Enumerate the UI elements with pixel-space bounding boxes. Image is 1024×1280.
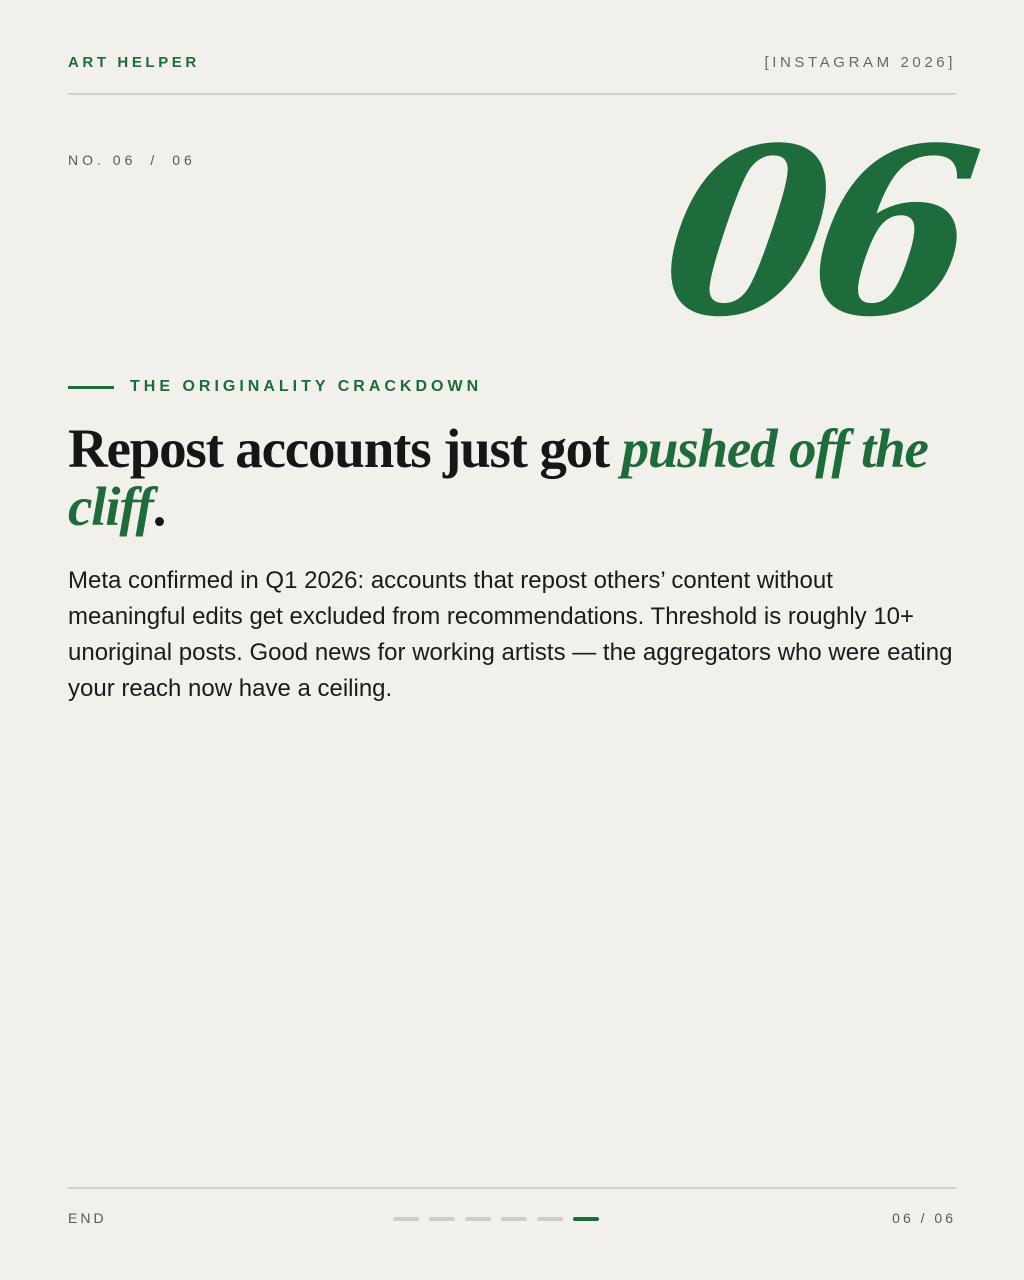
- progress-dot: [393, 1217, 419, 1221]
- footer-divider: [68, 1187, 956, 1189]
- headline-accent: pushed off the cliff: [68, 418, 928, 537]
- end-label: END: [68, 1210, 107, 1226]
- slide-counter: [68, 152, 196, 168]
- brand-name: ART HELPER: [68, 54, 200, 71]
- header: [68, 54, 956, 71]
- kicker-text: THE ORIGINALITY CRACKDOWN: [130, 378, 483, 395]
- section-kicker: [68, 378, 482, 396]
- slide-counter-separator: /: [150, 152, 159, 168]
- slide-counter-current: NO. 06: [68, 152, 137, 168]
- progress-dot: [537, 1217, 563, 1221]
- progress-dot: [429, 1217, 455, 1221]
- headline-tail: .: [152, 476, 166, 537]
- headline: [68, 420, 964, 536]
- headline-lead: Repost accounts just got: [68, 418, 622, 479]
- body-copy: Meta confirmed in Q1 2026: accounts that repost others’ content without meaningful edits get excluded from recommendations. Threshold is roughly 10+ unoriginal posts. Good news for working artists — the aggregators who were eating your reach now have a ceiling.: [68, 567, 953, 702]
- slide-counter-total: 06: [172, 152, 196, 168]
- progress-dot-active: [573, 1217, 599, 1221]
- progress-dot: [465, 1217, 491, 1221]
- kicker-rule: [68, 386, 114, 389]
- big-slide-number: 06: [648, 98, 979, 368]
- progress-indicator: [393, 1217, 599, 1221]
- platform-tag: [INSTAGRAM 2026]: [764, 54, 956, 71]
- header-divider: [68, 93, 956, 95]
- page-count: 06 / 06: [892, 1210, 956, 1226]
- progress-dot: [501, 1217, 527, 1221]
